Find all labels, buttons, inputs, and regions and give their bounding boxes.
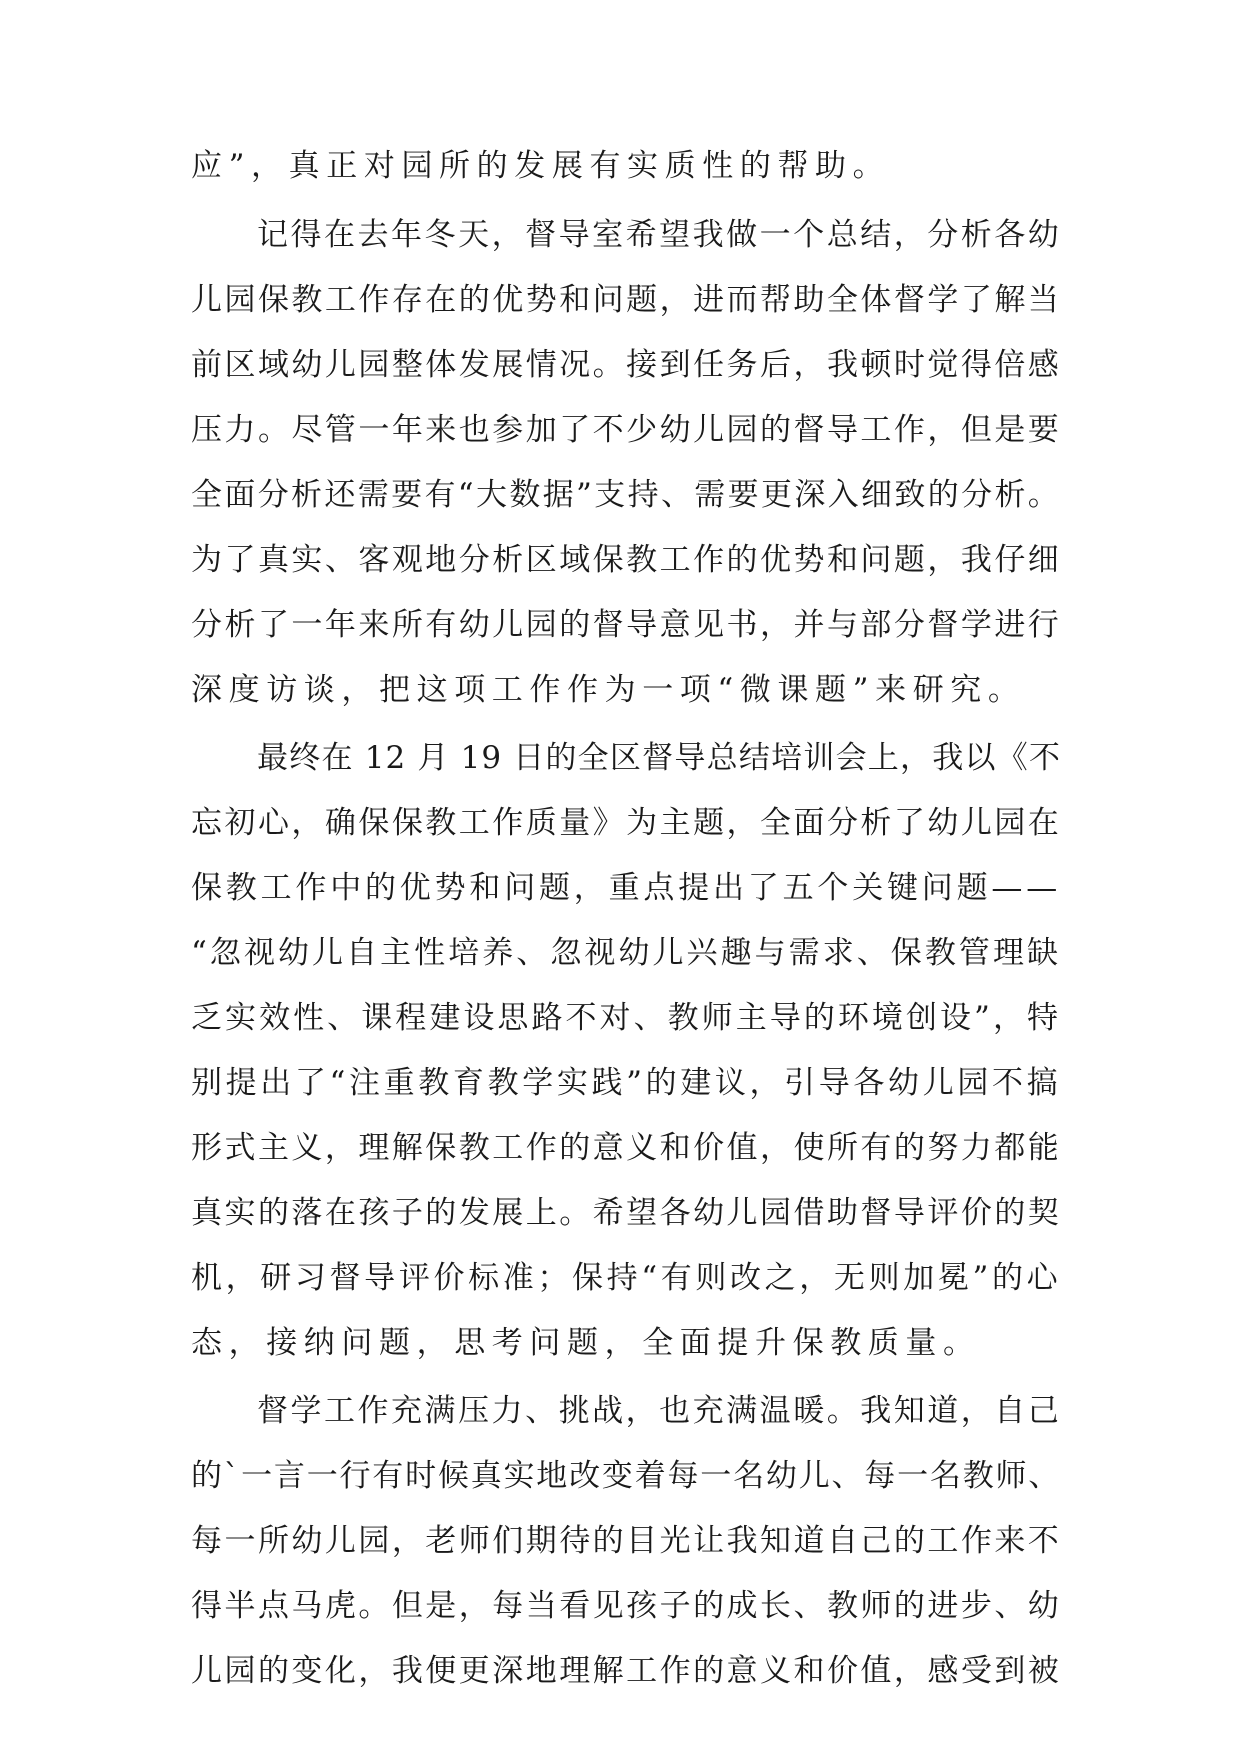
text-line: 压力。尽管一年来也参加了不少幼儿园的督导工作，但是要 <box>191 412 1061 448</box>
text-line: 应”，真正对园所的发展有实质性的帮助。 <box>191 148 891 184</box>
text-line: 态，接纳问题，思考问题，全面提升保教质量。 <box>191 1325 981 1361</box>
text-line: 深度访谈，把这项工作作为一项“微课题”来研究。 <box>191 672 1026 708</box>
text-line: 儿园保教工作存在的优势和问题，进而帮助全体督学了解当 <box>191 282 1061 318</box>
text-line: 得半点马虎。但是，每当看见孩子的成长、教师的进步、幼 <box>191 1588 1061 1624</box>
text-line: 机，研习督导评价标准；保持“有则改之，无则加冕”的心 <box>191 1260 1061 1296</box>
text-line: 的`一言一行有时候真实地改变着每一名幼儿、每一名教师、 <box>191 1458 1062 1494</box>
text-line: 为了真实、客观地分析区域保教工作的优势和问题，我仔细 <box>191 542 1061 578</box>
text-line: 每一所幼儿园，老师们期待的目光让我知道自己的工作来不 <box>191 1523 1061 1559</box>
text-line: 分析了一年来所有幼儿园的督导意见书，并与部分督学进行 <box>191 607 1061 643</box>
text-line: 形式主义，理解保教工作的意义和价值，使所有的努力都能 <box>191 1130 1061 1166</box>
text-line: 全面分析还需要有“大数据”支持、需要更深入细致的分析。 <box>191 477 1061 513</box>
paragraph-first-line: 督学工作充满压力、挑战，也充满温暖。我知道，自己 <box>257 1393 1061 1429</box>
paragraph-first-line: 最终在 12 月 19 日的全区督导总结培训会上，我以《不 <box>257 740 1061 776</box>
text-line: 乏实效性、课程建设思路不对、教师主导的环境创设”，特 <box>191 1000 1061 1036</box>
text-line: 忘初心，确保保教工作质量》为主题，全面分析了幼儿园在 <box>191 805 1061 841</box>
text-line: 儿园的变化，我便更深地理解工作的意义和价值，感受到被 <box>191 1653 1061 1689</box>
text-line: “忽视幼儿自主性培养、忽视幼儿兴趣与需求、保教管理缺 <box>191 935 1061 971</box>
text-line: 别提出了“注重教育教学实践”的建议，引导各幼儿园不搞 <box>191 1065 1061 1101</box>
paragraph-first-line: 记得在去年冬天，督导室希望我做一个总结，分析各幼 <box>257 217 1061 253</box>
text-line: 真实的落在孩子的发展上。希望各幼儿园借助督导评价的契 <box>191 1195 1061 1231</box>
text-line: 前区域幼儿园整体发展情况。接到任务后，我顿时觉得倍感 <box>191 347 1061 383</box>
text-line: 保教工作中的优势和问题，重点提出了五个关键问题—— <box>191 870 1061 906</box>
